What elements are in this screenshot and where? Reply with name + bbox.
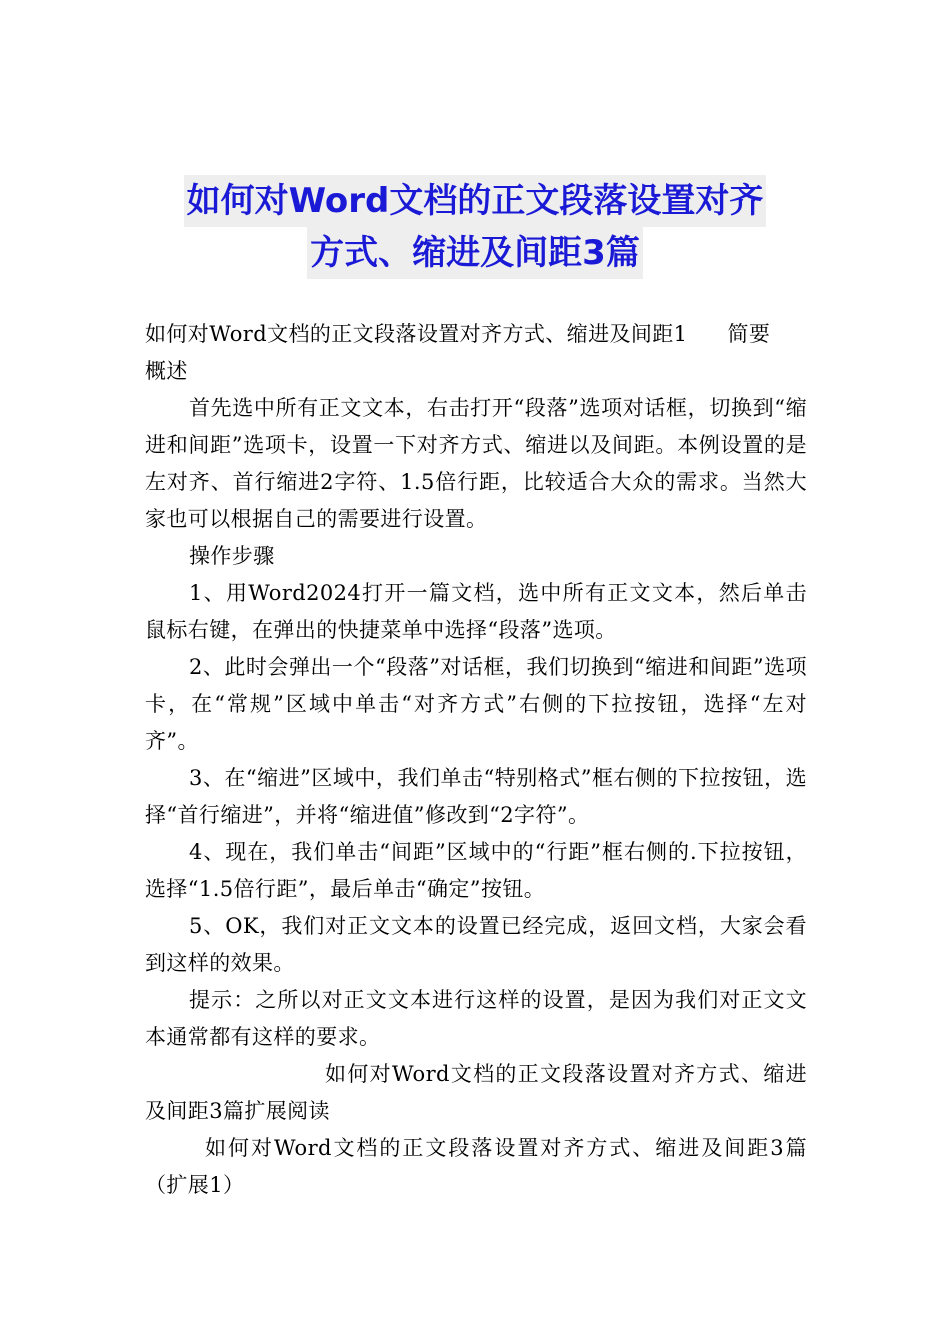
extended-reading-heading: 如何对Word文档的正文段落设置对齐方式、缩进及间距3篇扩展阅读 xyxy=(145,1062,807,1123)
steps-heading: 操作步骤 xyxy=(189,544,275,568)
summary-label: 简要 xyxy=(727,322,771,346)
tip-paragraph: 提示：之所以对正文文本进行这样的设置，是因为我们对正文文本通常都有这样的要求。 xyxy=(145,988,807,1049)
intro-heading-text: 如何对Word文档的正文段落设置对齐方式、缩进及间距1 xyxy=(145,322,688,346)
step-2: 2、此时会弹出一个“段落”对话框，我们切换到“缩进和间距”选项卡，在“常规”区域中单击“对齐方式”右侧的下拉按钮，选择“左对齐”。 xyxy=(145,655,807,753)
summary-label-continued: 概述 xyxy=(145,359,188,383)
overview-paragraph: 首先选中所有正文文本，右击打开“段落”选项对话框，切换到“缩进和间距”选项卡，设置一下对齐方式、缩进以及间距。本例设置的是左对齐、首行缩进2字符、1.5倍行距，比较适合大众的需求。当然大家也可以根据自己的需要进行设置。 xyxy=(145,396,807,531)
step-1: 1、用Word2024打开一篇文档，选中所有正文文本，然后单击鼠标右键，在弹出的快捷菜单中选择“段落”选项。 xyxy=(145,581,807,642)
title-line-1: 如何对Word文档的正文段落设置对齐 xyxy=(184,175,767,227)
intro-heading xyxy=(145,316,807,390)
step-5: 5、OK，我们对正文文本的设置已经完成，返回文档，大家会看到这样的效果。 xyxy=(145,914,807,975)
title-line-2: 方式、缩进及间距3篇 xyxy=(307,227,643,279)
document-title xyxy=(145,175,805,279)
extended-subheading: 如何对Word文档的正文段落设置对齐方式、缩进及间距3篇（扩展1） xyxy=(145,1136,807,1197)
step-4: 4、现在，我们单击“间距”区域中的“行距”框右侧的.下拉按钮，选择“1.5倍行距”，最后单击“确定”按钮。 xyxy=(145,840,807,901)
step-3: 3、在“缩进”区域中，我们单击“特别格式”框右侧的下拉按钮，选择“首行缩进”，并将“缩进值”修改到“2字符”。 xyxy=(145,766,807,827)
document-body xyxy=(145,316,807,1204)
